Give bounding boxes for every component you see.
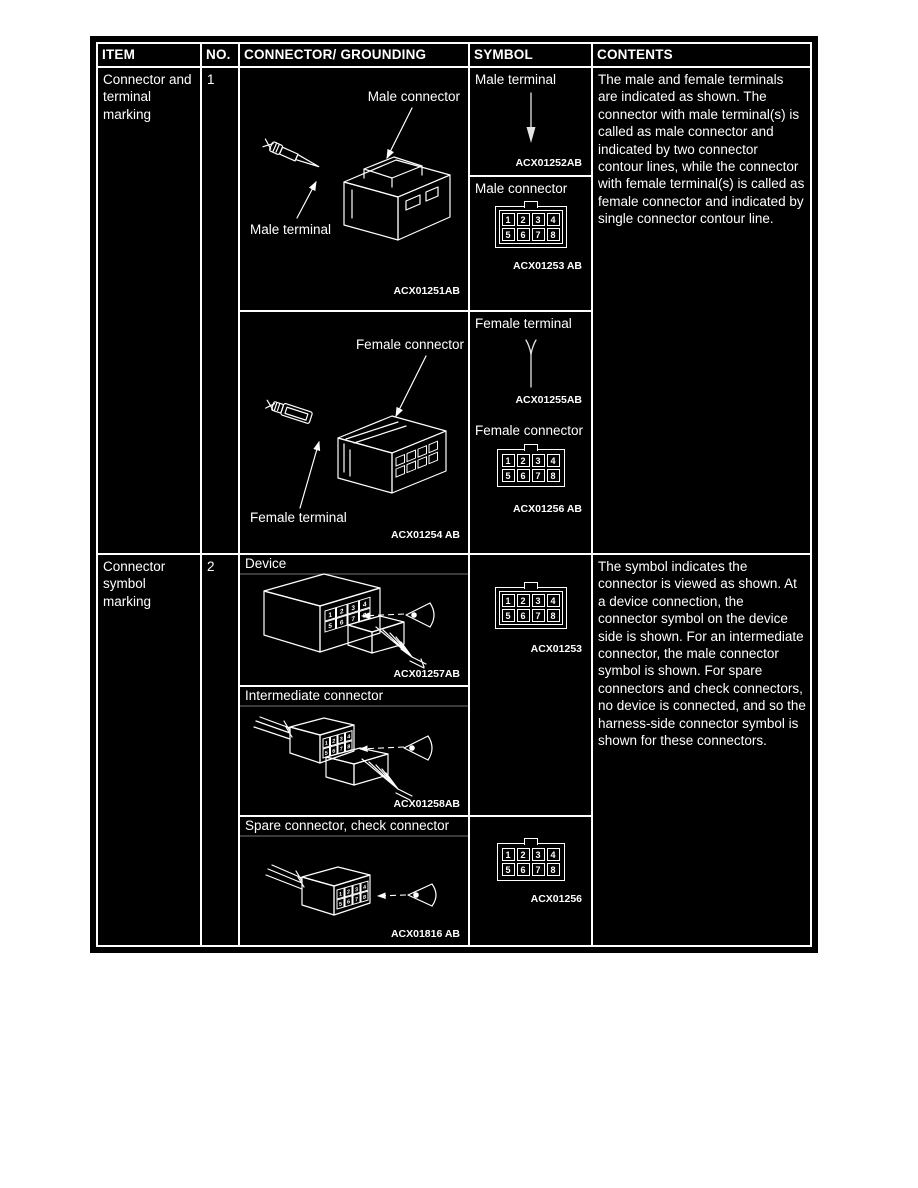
pin-4: 4	[547, 848, 560, 861]
pin-6: 6	[517, 863, 530, 876]
female-connector-body	[338, 416, 446, 493]
female-connector-pin-symbol	[497, 843, 565, 881]
pin-3: 3	[532, 848, 545, 861]
male-connector-label: Male connector	[367, 89, 460, 104]
pin-7: 7	[532, 609, 545, 622]
view-direction-arrow	[360, 747, 404, 749]
male-terminal-label: Male terminal	[250, 222, 332, 237]
pin-5: 5	[502, 469, 515, 482]
svg-text:2: 2	[346, 889, 351, 896]
item-cell-row2: Connector symbol marking	[98, 555, 202, 945]
spare-connector-label: Spare connector, check connector	[245, 818, 450, 833]
pin-grid	[502, 454, 560, 482]
view-direction-arrow	[362, 614, 404, 616]
leader-line	[297, 182, 316, 218]
spare-connector-drawing	[240, 817, 468, 945]
pin-3: 3	[532, 454, 545, 467]
pin-grid	[502, 213, 560, 241]
no-cell-row2: 2	[202, 555, 240, 945]
svg-text:5: 5	[328, 622, 333, 631]
pin-grid	[502, 848, 560, 876]
connector-tab	[524, 582, 538, 589]
female-connector-drawing	[240, 312, 468, 553]
harness-connector	[348, 616, 426, 668]
svg-text:8: 8	[362, 894, 367, 902]
svg-text:3: 3	[354, 886, 359, 894]
svg-text:4: 4	[362, 600, 367, 609]
female-connector-symbol-label: Female connector	[475, 423, 584, 438]
connector-tab	[524, 444, 538, 451]
svg-text:1: 1	[338, 891, 343, 899]
device-body	[264, 574, 380, 652]
spare-connector-body	[266, 865, 370, 915]
symbol-code: ACX01253	[530, 643, 582, 655]
figure-code: ACX01816 AB	[390, 928, 460, 940]
connector-tab	[524, 838, 538, 845]
male-connector-body	[344, 157, 450, 240]
pin-7: 7	[532, 228, 545, 241]
symbol-cell-row2-lower	[470, 817, 593, 945]
male-connector-pin-symbol	[495, 587, 567, 629]
pin-8: 8	[547, 863, 560, 876]
pin-5: 5	[502, 609, 515, 622]
connector-tab	[524, 201, 538, 208]
fork-icon	[516, 337, 546, 389]
leader-line	[396, 356, 426, 416]
pin-2: 2	[517, 454, 530, 467]
figure-male-connector-terminal	[240, 68, 470, 312]
symbol-code: ACX01255AB	[515, 394, 582, 406]
figure-code: ACX01254 AB	[390, 529, 460, 541]
device-label: Device	[245, 556, 287, 571]
header-contents: CONTENTS	[593, 44, 810, 68]
svg-text:6: 6	[346, 899, 351, 906]
intermediate-connector-label: Intermediate connector	[245, 688, 384, 703]
pin-6: 6	[517, 228, 530, 241]
svg-text:7: 7	[339, 746, 343, 753]
figure-code: ACX01257AB	[393, 668, 460, 680]
view-direction-arrow	[378, 895, 406, 896]
svg-text:3: 3	[351, 604, 356, 613]
pin-2: 2	[517, 594, 530, 607]
svg-text:7: 7	[351, 615, 356, 624]
svg-text:3: 3	[339, 736, 343, 743]
pin-6: 6	[517, 609, 530, 622]
svg-text:6: 6	[339, 619, 344, 627]
svg-text:4: 4	[347, 734, 351, 741]
leader-line	[300, 442, 319, 508]
svg-text:5: 5	[338, 901, 343, 909]
pin-5: 5	[502, 863, 515, 876]
hole-grid	[396, 441, 438, 477]
eye-icon	[404, 736, 432, 760]
figure-device	[240, 555, 470, 687]
eye-icon	[408, 884, 436, 906]
header-symbol: SYMBOL	[470, 44, 593, 68]
down-arrow-icon	[516, 91, 546, 145]
contents-cell-row1: The male and female terminals are indicated as shown. The connector with male terminal(s) is called as male connector and indicated by two connector contour lines, while the connector with female terminal(s) is called as female connector and indicated by single connector contour line.	[593, 68, 810, 555]
figure-spare-connector	[240, 817, 470, 945]
device-drawing	[240, 555, 468, 685]
header-no: NO.	[202, 44, 240, 68]
svg-text:2: 2	[332, 738, 336, 746]
header-item: ITEM	[98, 44, 202, 68]
eye-icon	[406, 603, 434, 627]
male-terminal-drawing	[262, 138, 321, 172]
pin-grid	[502, 594, 560, 622]
female-terminal-drawing	[264, 398, 312, 424]
no-cell-row1: 1	[202, 68, 240, 555]
pin-2: 2	[517, 848, 530, 861]
female-connector-pin-symbol	[497, 449, 565, 487]
female-terminal-symbol-label: Female terminal	[475, 316, 572, 331]
pin-8: 8	[547, 228, 560, 241]
svg-text:8: 8	[347, 744, 351, 751]
svg-text:5: 5	[324, 750, 328, 758]
table-grid	[96, 42, 812, 947]
pin-2: 2	[517, 213, 530, 226]
symbol-code: ACX01252AB	[515, 157, 582, 169]
pin-7: 7	[532, 863, 545, 876]
pin-8: 8	[547, 609, 560, 622]
header-connector-grounding: CONNECTOR/ GROUNDING	[240, 44, 470, 68]
figure-code: ACX01258AB	[393, 798, 460, 810]
contents-cell-row2: The symbol indicates the connector is viewed as shown. At a device connection, the connector symbol on the device side is shown. For an intermediate connector, the male connector symbol is shown. For spare connectors and check connectors, no device is connected, and so the harness-side connector symbol is shown for these connectors.	[593, 555, 810, 945]
pin-1: 1	[502, 213, 515, 226]
connector-marking-table	[90, 36, 818, 953]
item-cell-row1: Connector and terminal marking	[98, 68, 202, 555]
svg-text:1: 1	[324, 740, 328, 748]
pin-1: 1	[502, 848, 515, 861]
symbol-cell-row2-upper	[470, 555, 593, 817]
figure-intermediate-connector	[240, 687, 470, 817]
connector-a	[254, 717, 354, 763]
pin-5: 5	[502, 228, 515, 241]
svg-text:7: 7	[354, 896, 359, 904]
symbol-cell-female	[470, 312, 593, 555]
male-connector-drawing	[240, 68, 468, 310]
male-terminal-symbol-label: Male terminal	[475, 72, 557, 87]
female-connector-label: Female connector	[355, 337, 464, 352]
svg-text:2: 2	[339, 608, 344, 616]
symbol-cell-male-terminal	[470, 68, 593, 177]
symbol-cell-male-connector	[470, 177, 593, 312]
figure-code: ACX01251AB	[393, 285, 460, 297]
male-connector-symbol-label: Male connector	[475, 181, 568, 196]
pin-1: 1	[502, 594, 515, 607]
pin-4: 4	[547, 454, 560, 467]
svg-text:8: 8	[362, 611, 367, 620]
svg-text:4: 4	[362, 884, 367, 892]
pin-1: 1	[502, 454, 515, 467]
male-connector-pin-symbol	[495, 206, 567, 248]
pin-7: 7	[532, 469, 545, 482]
pin-4: 4	[547, 594, 560, 607]
symbol-code: ACX01253 AB	[512, 260, 582, 272]
pin-3: 3	[532, 213, 545, 226]
svg-text:6: 6	[332, 748, 336, 756]
pin-3: 3	[532, 594, 545, 607]
pin-4: 4	[547, 213, 560, 226]
symbol-code: ACX01256 AB	[512, 503, 582, 515]
leader-line	[387, 108, 412, 158]
figure-female-connector-terminal	[240, 312, 470, 555]
pin-8: 8	[547, 469, 560, 482]
intermediate-connector-drawing	[240, 687, 468, 815]
svg-text:1: 1	[328, 611, 333, 620]
symbol-code: ACX01256	[530, 893, 582, 905]
pin-6: 6	[517, 469, 530, 482]
female-terminal-label: Female terminal	[250, 510, 347, 525]
